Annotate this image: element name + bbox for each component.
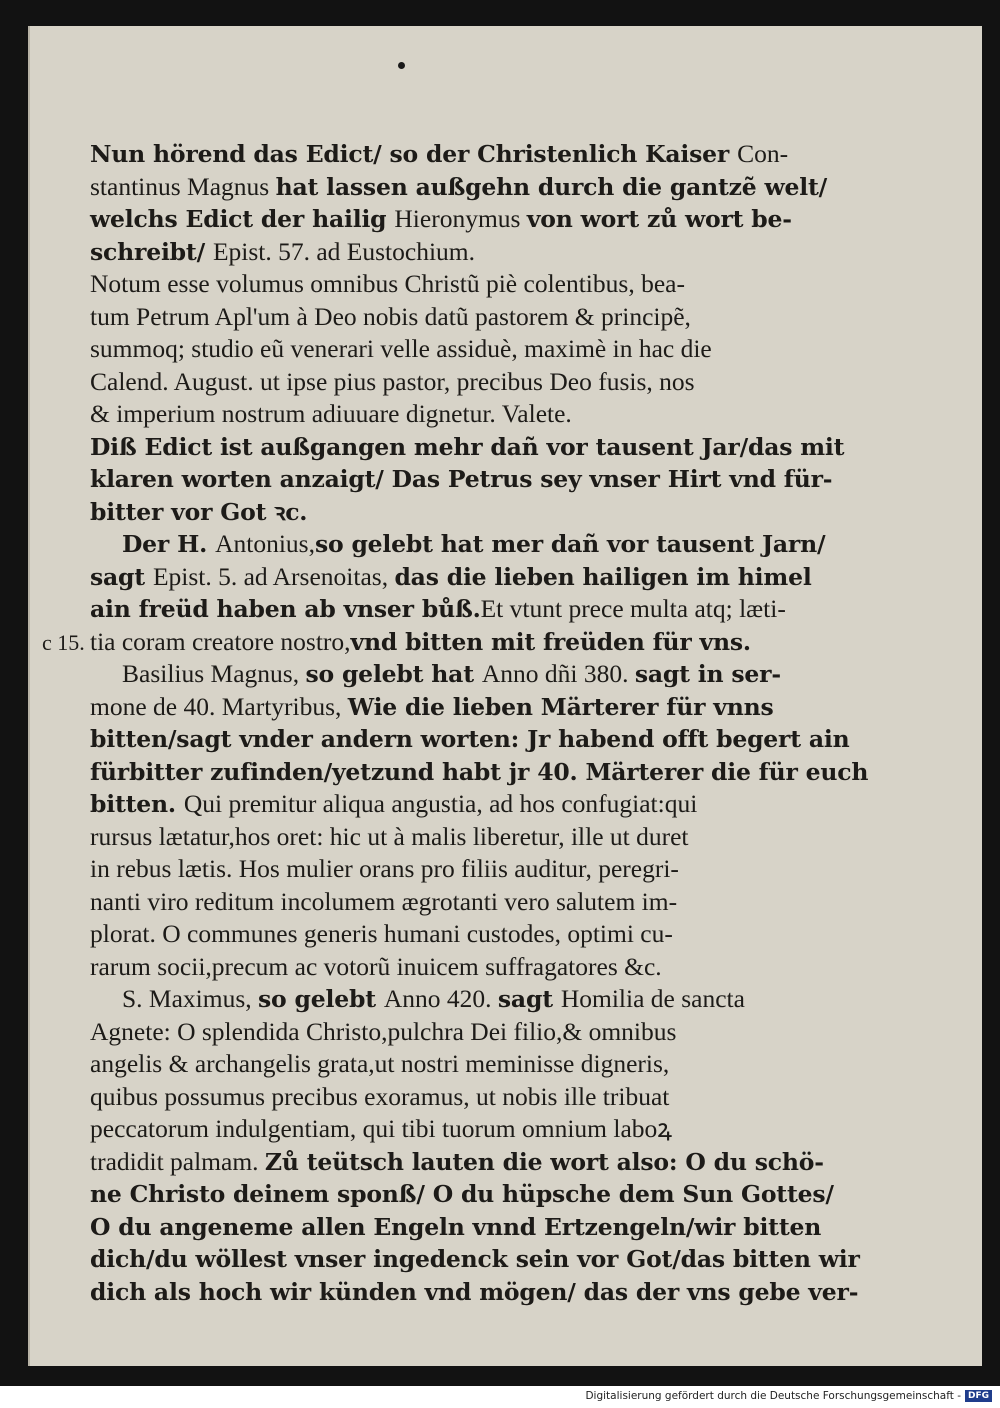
blackletter-text: bitten/sagt vnder andern worten: Jr habend offt begert ain: [90, 725, 850, 753]
roman-text: S. Maximus,: [122, 984, 259, 1013]
text-line: [90, 658, 900, 691]
blackletter-text: hat lassen außgehn durch die gantzẽ welt/: [275, 172, 828, 201]
blackletter-text: Wie die lieben Märterer für vnns: [347, 692, 774, 721]
roman-text: tum Petrum Apl'um à Deo nobis datũ pastorem & principẽ,: [90, 301, 691, 331]
text-line: [90, 593, 900, 626]
roman-text: & imperium nostrum adiuuare dignetur. Valete.: [90, 399, 572, 428]
roman-text: peccatorum indulgentiam, qui tibi tuorum omnium laboꝝ: [90, 1114, 673, 1143]
roman-text: stantinus Magnus: [90, 171, 276, 201]
blackletter-text: Zů teütsch lauten die wort also: O du schö-: [264, 1147, 824, 1176]
text-line: [90, 1081, 900, 1114]
text-line: [90, 918, 900, 951]
blackletter-text: Nun hörend das Edict/ so der Christenlich Kaiser: [90, 140, 738, 168]
roman-text: rursus lætatur,hos oret: hic ut à malis liberetur, ille ut duret: [90, 821, 689, 851]
text-line: [90, 398, 900, 431]
roman-text: tia coram creatore nostro,: [90, 626, 351, 656]
text-line: [90, 1146, 900, 1179]
text-line: [90, 821, 900, 854]
roman-text: quibus possumus precibus exoramus, ut nobis ille tribuat: [90, 1081, 670, 1111]
text-line: [90, 951, 900, 984]
roman-text: angelis & archangelis grata,ut nostri meminisse digneris,: [90, 1049, 670, 1078]
text-line: [90, 691, 900, 724]
blackletter-text: Diß Edict ist außgangen mehr dañ vor tausent Jar/das mit: [90, 432, 845, 461]
blackletter-text: ne Christo deinem sponß/ O du hüpsche dem Sun Gottes/: [90, 1180, 834, 1208]
blackletter-text: dich/du wöllest vnser ingedenck sein vor Got/das bitten wir: [90, 1245, 860, 1273]
roman-text: Homilia de sancta: [560, 984, 745, 1013]
text-line: [90, 788, 900, 821]
blackletter-text: klaren worten anzaigt/ Das Petrus sey vnser Hirt vnd für-: [90, 465, 833, 493]
blackletter-text: sagt in ser-: [634, 660, 781, 688]
dfg-logo-icon: DFG: [965, 1390, 992, 1402]
roman-text: Epist. 5. ad Arsenoitas,: [152, 561, 395, 591]
blackletter-text: Der H.: [122, 530, 216, 558]
roman-text: Hieronymus: [394, 204, 527, 233]
blackletter-text: dich als hoch wir künden vnd mögen/ das der vns gebe ver-: [90, 1277, 859, 1306]
blackletter-text: O du angeneme allen Engeln vnnd Ertzengeln/wir bitten: [90, 1212, 822, 1241]
text-line: [90, 1211, 900, 1244]
roman-text: rarum socii,precum ac votorũ inuicem suffragatores &c.: [90, 951, 662, 981]
text-line: [90, 1178, 900, 1211]
roman-text: plorat. O communes generis humani custodes, optimi cu-: [90, 919, 673, 948]
roman-text: Et vtunt prece multa atq; læti-: [480, 594, 786, 623]
roman-text: Basilius Magnus,: [122, 659, 306, 688]
footer-credit: [585, 1390, 992, 1402]
blackletter-text: bitter vor Got ꝛc.: [90, 497, 308, 526]
blackletter-text: so gelebt hat mer dañ vor tausent Jarn/: [314, 530, 826, 558]
roman-text: in rebus lætis. Hos mulier orans pro filiis auditur, peregri-: [90, 854, 679, 883]
page-text: [90, 138, 900, 1308]
text-line: [90, 463, 900, 496]
blackletter-text: welchs Edict der hailig: [90, 205, 395, 233]
roman-text: nanti viro reditum incolumem ægrotanti vero salutem im-: [90, 886, 678, 916]
roman-text: Agnete: O splendida Christo,pulchra Dei filio,& omnibus: [90, 1016, 677, 1046]
text-line: [90, 723, 900, 756]
roman-text: Anno dñi 380.: [481, 659, 635, 688]
text-line: [90, 333, 900, 366]
roman-text: Con-: [737, 139, 789, 168]
text-line: [90, 853, 900, 886]
footer-text: Digitalisierung gefördert durch die Deutsche Forschungsgemeinschaft -: [585, 1390, 961, 1402]
text-line: [90, 756, 900, 789]
text-line: [90, 431, 900, 464]
text-line: [90, 366, 900, 399]
roman-text: tradidit palmam.: [90, 1146, 265, 1176]
text-line: [90, 983, 900, 1016]
roman-text: mone de 40. Martyribus,: [90, 691, 348, 721]
text-line: [90, 268, 900, 301]
book-page: [28, 26, 982, 1366]
text-line: [90, 496, 900, 529]
text-line: [90, 1016, 900, 1049]
roman-text: summoq; studio eũ venerari velle assiduè, maximè in hac die: [90, 334, 712, 363]
page-dot-mark: [398, 62, 405, 69]
blackletter-text: sagt: [497, 985, 561, 1013]
text-line: [90, 886, 900, 919]
text-line: [90, 138, 900, 171]
text-line: [90, 528, 900, 561]
text-line: [90, 561, 900, 594]
blackletter-text: schreibt/: [90, 237, 213, 266]
text-line: [90, 171, 900, 204]
text-line: [90, 1243, 900, 1276]
text-line: [90, 203, 900, 236]
margin-note: c 15.: [42, 630, 85, 655]
blackletter-text: so gelebt hat: [305, 660, 482, 688]
roman-text: Qui premitur aliqua angustia, ad hos confugiat:qui: [183, 789, 698, 818]
roman-text: Antonius,: [215, 529, 315, 558]
roman-text: Anno 420.: [383, 984, 498, 1013]
text-line: [90, 1113, 900, 1146]
blackletter-text: fürbitter zufinden/yetzund habt jr 40. Märterer die für euch: [90, 757, 869, 786]
blackletter-text: von wort zů wort be-: [526, 205, 792, 233]
blackletter-text: ain freüd haben ab vnser bůß.: [90, 595, 481, 623]
blackletter-text: das die lieben hailigen im himel: [394, 562, 812, 591]
roman-text: Epist. 57. ad Eustochium.: [212, 236, 475, 266]
text-line: [90, 1276, 900, 1309]
roman-text: Calend. August. ut ipse pius pastor, precibus Deo fusis, nos: [90, 366, 695, 396]
text-line: [90, 626, 900, 659]
roman-text: Notum esse volumus omnibus Christũ piè colentibus, bea-: [90, 269, 685, 298]
blackletter-text: so gelebt: [258, 985, 384, 1013]
blackletter-text: bitten.: [90, 790, 184, 818]
blackletter-text: sagt: [90, 562, 153, 591]
text-line: [90, 236, 900, 269]
text-line: [90, 301, 900, 334]
text-line: [90, 1048, 900, 1081]
blackletter-text: vnd bitten mit freüden für vns.: [350, 627, 751, 656]
